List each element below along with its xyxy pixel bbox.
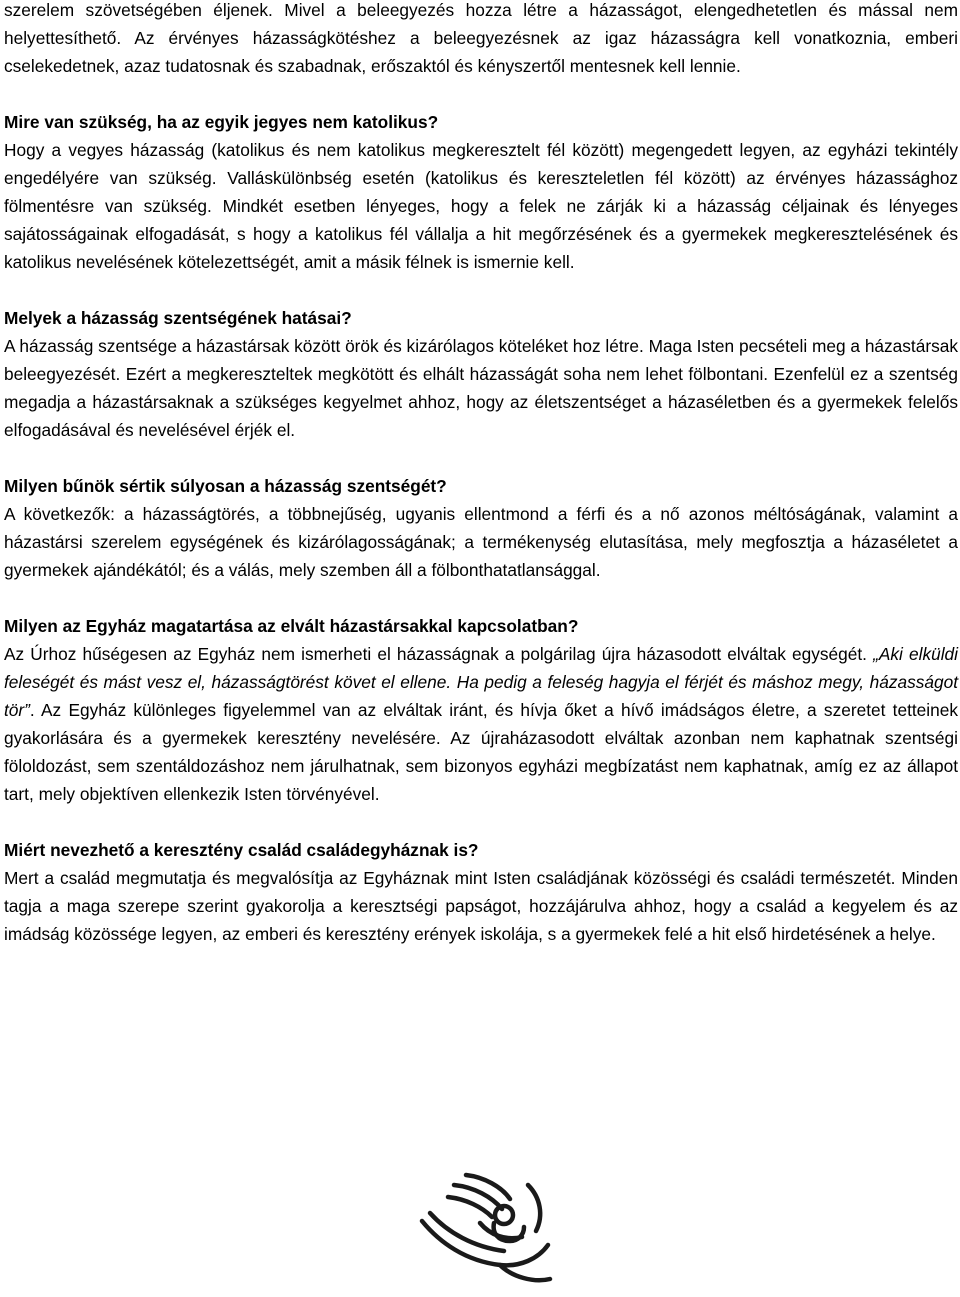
body-text: Az Úrhoz hűségesen az Egyház nem ismerheti el házasságnak a polgárilag újra házasodott elváltak egységét. xyxy=(4,644,874,664)
spacer xyxy=(4,584,958,612)
section-heading-mixed-marriage: Mire van szükség, ha az egyik jegyes nem katolikus? xyxy=(4,112,439,132)
section-body-sacrament-effects: A házasság szentsége a házastársak között örök és kizárólagos köteléket hoz létre. Maga Isten pecsételi meg a házastársak beleegyezését. Ezért a megkereszteltek megkötött és elhált házasságát soha nem lehet fölbontani. Ezenfelül ez a szentség megadja a házastársaknak a szükséges kegyelmet ahhoz, hogy az életszentséget a házaséletben és a gyermekek felelős elfogadásával és nevelésével érjék el. xyxy=(4,336,958,440)
body-text: . Az Egyház különleges figyelemmel van az elváltak iránt, és hívja őket a hívő imádságos életre, a szeretet tetteinek gyakorlására és a gyermekek keresztény nevelésére. Az újraházasodott elváltak azonban nem kaphatnak szentségi föloldozást, sem szentáldozáshoz nem járulhatnak, sem bizonyos egyházi megbízatást nem kaphatnak, amíg ez az állapot tart, mely objektíven ellenkezik Isten törvényével. xyxy=(4,700,958,804)
section-heading-sins-against-marriage: Milyen bűnök sértik súlyosan a házasság szentségét? xyxy=(4,476,447,496)
section-heading-sacrament-effects: Melyek a házasság szentségének hatásai? xyxy=(4,308,352,328)
section-body-domestic-church: Mert a család megmutatja és megvalósítja az Egyháznak mint Isten családjának közösségi és családi természetét. Minden tagja a maga szerepe szerint gyakorolja a keresztségi papságot, hozzájárulva ahhoz, hogy a család a kegyelem és az imádság közössége legyen, az emberi és keresztény erények iskolája, s a gyermekek felé a hit első hirdetésének a helye. xyxy=(4,868,958,944)
section-body-sins-against-marriage: A következők: a házasságtörés, a többnejűség, ugyanis ellentmond a férfi és a nő azonos méltóságának, valamint a házastársi szerelem egységének és kizárólagosságának; a termékenység elutasítása, mely megfosztja a házaséletet a gyermekek ajándékától; és a válás, mely szemben áll a fölbonthatatlansággal. xyxy=(4,504,958,580)
section-body-mixed-marriage: Hogy a vegyes házasság (katolikus és nem katolikus megkeresztelt fél között) megengedett legyen, az egyházi tekintély engedélyére van szükség. Valláskülönbség esetén (katolikus és kereszteletlen fél között) az érvényes házassághoz fölmentésre van szükség. Mindkét esetben lényeges, hogy a felek ne zárják ki a házasság céljainak és lényeges sajátosságainak elfogadását, s hogy a katolikus fél vállalja a hit megőrzésének és a gyermekek megkeresztelésének és katolikus nevelésének kötelezettségét, amit a másik félnek is ismernie kell. xyxy=(4,140,958,272)
scripture-quote: „Aki elküldi feleségét és mást vesz el, házasságtörést követ el ellene. Ha pedig a feleség hagyja el férjét és máshoz megy, házasságot tör” xyxy=(4,644,958,720)
spacer xyxy=(4,444,958,472)
section-heading-divorced-spouses: Milyen az Egyház magatartása az elvált házastársakkal kapcsolatban? xyxy=(4,616,579,636)
spacer xyxy=(4,80,958,108)
document-page xyxy=(4,0,958,948)
intro-paragraph: szerelem szövetségében éljenek. Mivel a beleegyezés hozza létre a házasságot, elengedhetetlen és mással nem helyettesíthető. Az érvényes házasságkötéshez a beleegyezésnek az igaz házasságra kell vonatkoznia, emberi cselekedetnek, azaz tudatosnak és szabadnak, erőszaktól és kényszertől mentesnek kell lennie. xyxy=(4,0,958,76)
spacer xyxy=(4,276,958,304)
spacer xyxy=(4,808,958,836)
section-body-divorced-spouses xyxy=(4,640,958,808)
section-heading-domestic-church: Miért nevezhető a keresztény család családegyháznak is? xyxy=(4,840,479,860)
hands-cradling-child-icon xyxy=(408,1163,556,1289)
